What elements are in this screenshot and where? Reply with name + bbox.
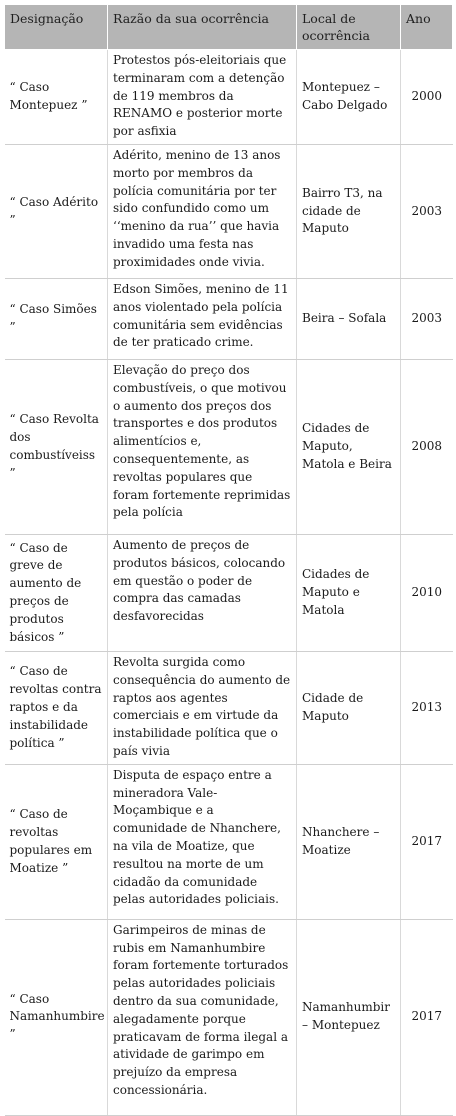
table-row	[5, 764, 453, 919]
header-razao: Razão da sua ocorrência	[108, 5, 297, 50]
cell-ano: 2008	[401, 360, 453, 535]
header-designacao: Designação	[5, 5, 108, 50]
cell-local: Cidades de Maputo e Matola	[297, 535, 401, 652]
cell-designacao: “ Caso de revoltas populares em Moatize ”	[5, 764, 108, 919]
cell-designacao: “ Caso Adérito ”	[5, 145, 108, 279]
table-row	[5, 535, 453, 652]
cell-razao: Disputa de espaço entre a mineradora Vale-Moçambique e a comunidade de Nhanchere, na vila de Moatize, que resultou na morte de um cidadão da comunidade pelas autoridades policiais.	[108, 764, 297, 919]
cell-razao: Aumento de preços de produtos básicos, colocando em questão o poder de compra das camadas desfavorecidas	[108, 535, 297, 652]
table-row	[5, 652, 453, 765]
cell-ano: 2013	[401, 652, 453, 765]
table-row	[5, 50, 453, 145]
table-row	[5, 279, 453, 360]
cell-local: Nhanchere – Moatize	[297, 764, 401, 919]
cell-designacao: “ Caso Simões ”	[5, 279, 108, 360]
cell-ano: 2003	[401, 145, 453, 279]
cell-ano: 2017	[401, 919, 453, 1115]
cell-razao: Garimpeiros de minas de rubis em Namanhumbire foram fortemente torturados pelas autoridades policiais dentro da sua comunidade, alegadamente porque praticavam de forma ilegal a atividade de garimpo em prejuízo da empresa concessionária.	[108, 919, 297, 1115]
cell-designacao: “ Caso de revoltas contra raptos e da instabilidade política ”	[5, 652, 108, 765]
cell-local: Namanhumbir – Montepuez	[297, 919, 401, 1115]
header-row	[5, 5, 453, 50]
cell-designacao: “ Caso de greve de aumento de preços de produtos básicos ”	[5, 535, 108, 652]
cell-ano: 2003	[401, 279, 453, 360]
table-row	[5, 919, 453, 1115]
cell-designacao: “ Caso Namanhumbire ”	[5, 919, 108, 1115]
cases-table	[4, 4, 453, 1116]
cell-local: Cidade de Maputo	[297, 652, 401, 765]
cell-razao: Adérito, menino de 13 anos morto por membros da polícia comunitária por ter sido confundido como um ‘‘menino da rua’’ que havia invadido uma festa nas proximidades onde vivia.	[108, 145, 297, 279]
cell-designacao: “ Caso Revolta dos combustíveiss ”	[5, 360, 108, 535]
header-local: Local de ocorrência	[297, 5, 401, 50]
cell-razao: Elevação do preço dos combustíveis, o que motivou o aumento dos preços dos transportes e dos produtos alimentícios e, consequentemente, as revoltas populares que foram fortemente reprimidas pela polícia	[108, 360, 297, 535]
cell-ano: 2000	[401, 50, 453, 145]
table-row	[5, 145, 453, 279]
cell-razao: Edson Simões, menino de 11 anos violentado pela polícia comunitária sem evidências de ter praticado crime.	[108, 279, 297, 360]
cell-local: Beira – Sofala	[297, 279, 401, 360]
cell-razao: Protestos pós-eleitoriais que terminaram com a detenção de 119 membros da RENAMO e posterior morte por asfixia	[108, 50, 297, 145]
cell-razao: Revolta surgida como consequência do aumento de raptos aos agentes comerciais e em virtude da instabilidade política que o país vivia	[108, 652, 297, 765]
table-row	[5, 360, 453, 535]
cell-local: Cidades de Maputo, Matola e Beira	[297, 360, 401, 535]
cell-designacao: “ Caso Montepuez ”	[5, 50, 108, 145]
cell-ano: 2017	[401, 764, 453, 919]
cell-local: Montepuez – Cabo Delgado	[297, 50, 401, 145]
cell-ano: 2010	[401, 535, 453, 652]
cell-local: Bairro T3, na cidade de Maputo	[297, 145, 401, 279]
header-ano: Ano	[401, 5, 453, 50]
